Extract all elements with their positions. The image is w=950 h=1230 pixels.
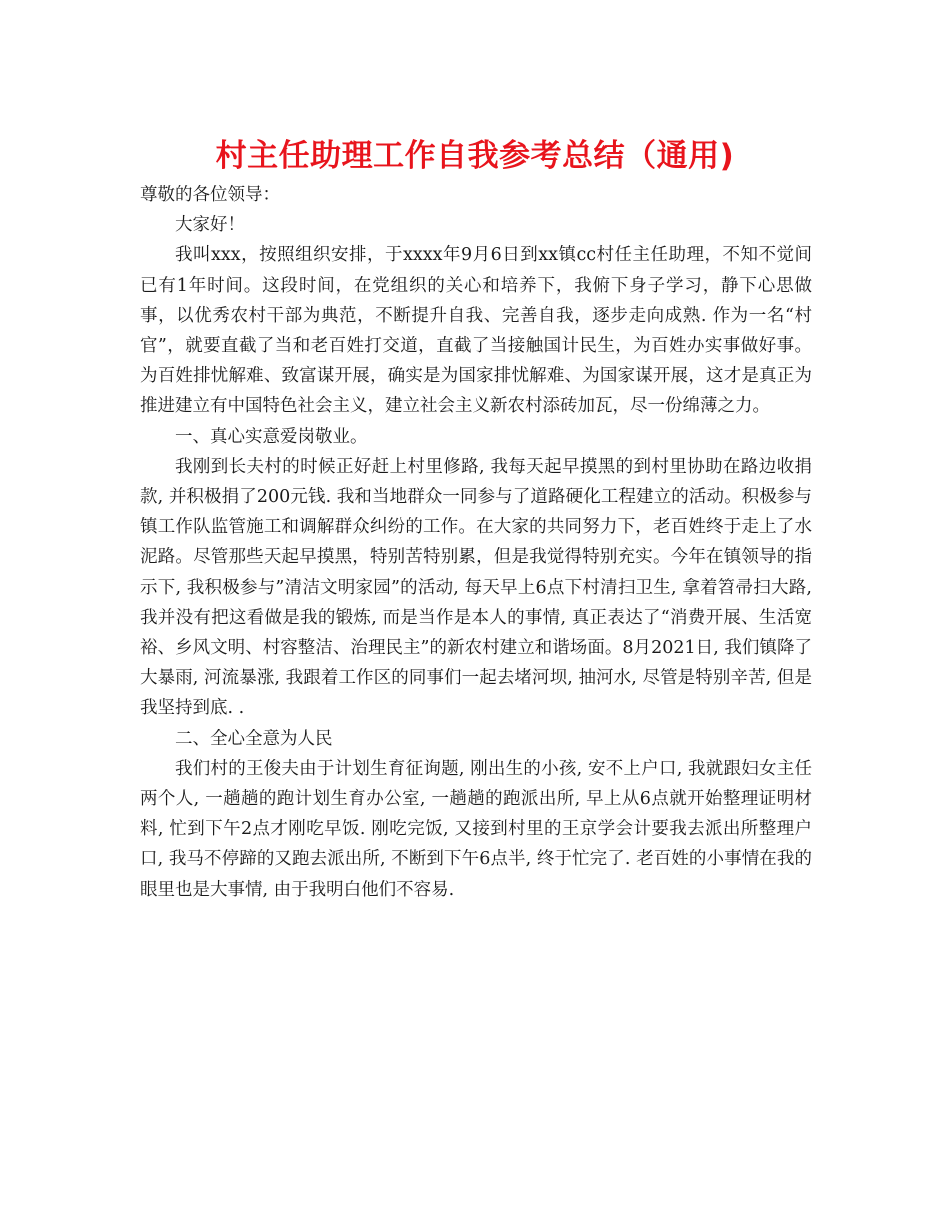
salutation: 尊敬的各位领导： xyxy=(140,185,280,205)
paragraph-section-2: 我们村的王俊夫由于计划生育征询题, 刚出生的小孩, 安不上户口, 我就跟妇女主任两个人, 一趟趟的跑计划生育办公室, 一趟趟的跑派出所, 早上从6点就开始整理证明材料, 忙到下午2点才刚吃早饭. 刚吃完饭, 又接到村里的王京学会计要我去派出所整理户口, 我马不停蹄的又跑去派出所, 不断到下午6点半, 终于忙完了. 老百姓的小事情在我的眼里也是大事情, 由于我明白他们不容易. xyxy=(140,758,812,900)
section-heading-1: 一、真心实意爱岗敬业。 xyxy=(175,426,368,447)
document-title: 村主任助理工作自我参考总结（通用) xyxy=(215,138,735,174)
paragraph-introduction: 我叫xxx，按照组织安排，于xxxx年9月6日到xx镇cc村任主任助理，不知不觉间已有1年时间。这段时间，在党组织的关心和培养下，我俯下身子学习，静下心思做事，以优秀农村干部为典范，不断提升自我、完善自我，逐步走向成熟. 作为一名“村官”，就要直截了当和老百姓打交道，直截了当接触国计民生，为百姓办实事做好事。为百姓排忧解难、致富谋开展，确实是为国家排忧解难、为国家谋开展，这才是真正为推进建立有中国特色社会主义，建立社会主义新农村添砖加瓦，尽一份绵薄之力。 xyxy=(140,245,812,417)
paragraph-section-1: 我刚到长夫村的时候正好赶上村里修路, 我每天起早摸黑的到村里协助在路边收捐款, 并积极捐了200元钱. 我和当地群众一同参与了道路硬化工程建立的活动。积极参与镇工作队监管施工和调解群众纠纷的工作。在大家的共同努力下，老百姓终于走上了水泥路。尽管那些天起早摸黑，特别苦特别累，但是我觉得特别充实。今年在镇领导的指示下, 我积极参与”清洁文明家园”的活动, 每天早上6点下村清扫卫生, 拿着笤帚扫大路, 我并没有把这看做是我的锻炼, 而是当作是本人的事情, 真正表达了“消费开展、生活宽裕、乡风文明、村容整洁、治理民主”的新农村建立和谐场面。8月2021日, 我们镇降了大暴雨, 河流暴涨, 我跟着工作区的同事们一起去堵河坝, 抽河水, 尽管是特别辛苦, 但是我坚持到底. . xyxy=(140,456,812,719)
paragraph-greeting: 大家好！ xyxy=(175,215,245,236)
document-body xyxy=(140,180,812,905)
section-heading-2: 二、全心全意为人民 xyxy=(175,728,333,749)
